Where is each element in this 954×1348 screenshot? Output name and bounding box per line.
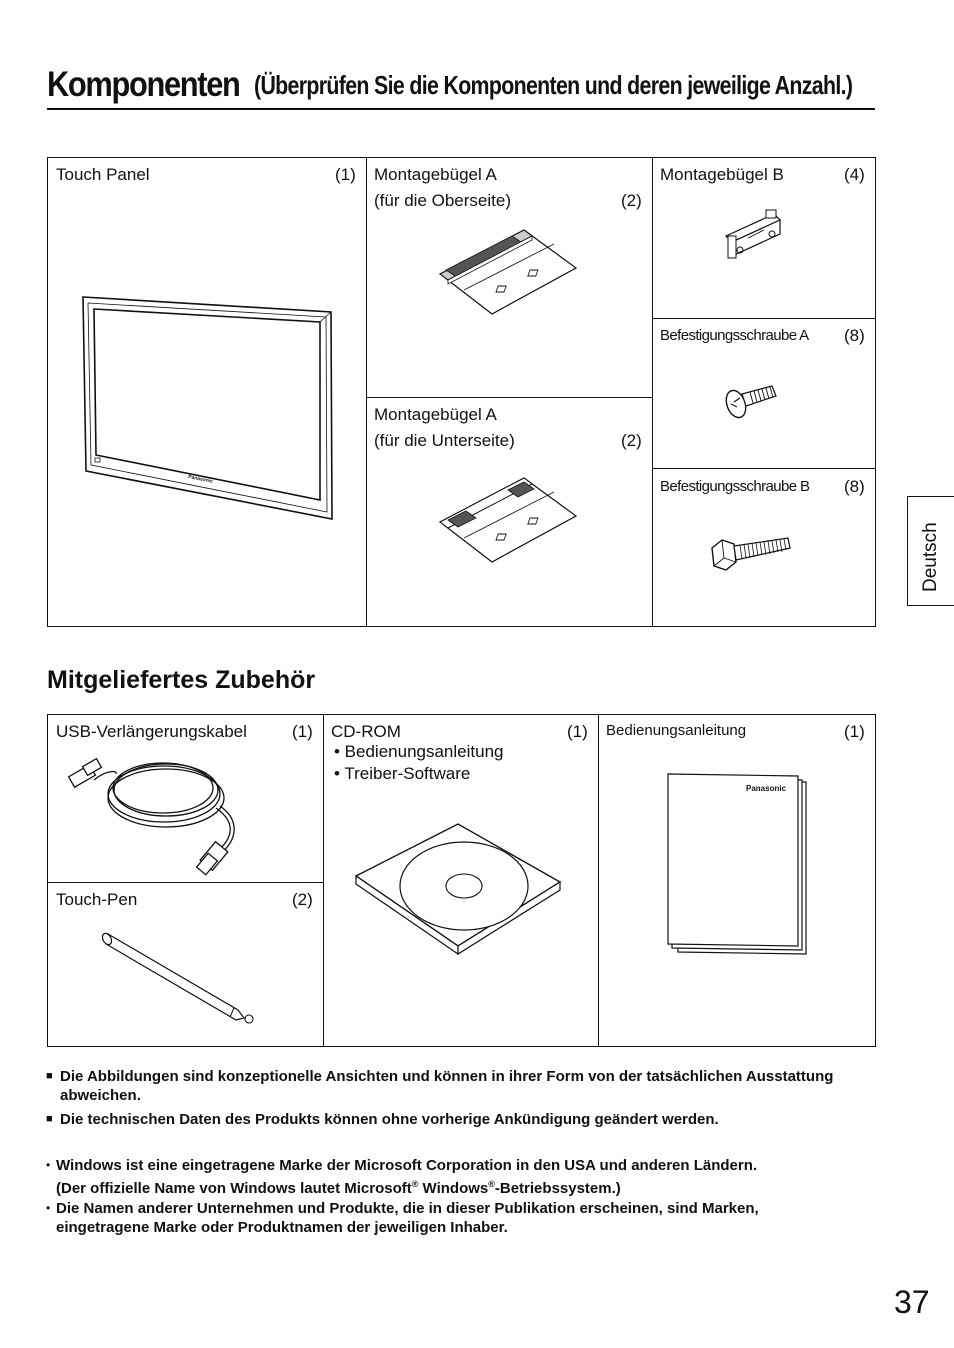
language-tab-label: Deutsch — [920, 522, 941, 592]
table-divider — [366, 157, 367, 627]
bracket-a-bottom-qty: (2) — [621, 431, 642, 450]
table-divider — [652, 468, 875, 469]
bracket-a-bottom-sub: (für die Unterseite) — [374, 431, 515, 450]
cdrom-label: CD-ROM — [331, 722, 401, 741]
trademark-text: (Der offizielle Name von Windows lautet Microsoft — [56, 1180, 412, 1197]
trademark-text: Die Namen anderer Unternehmen und Produkte, die in dieser Publikation erscheinen, sind Marken, eingetragene Marke oder Produktnamen der jeweiligen Inhaber. — [56, 1200, 759, 1236]
trademark-text: Windows — [418, 1180, 489, 1197]
touch-pen-illustration — [102, 922, 262, 1026]
cdrom-item: • Treiber-Software — [334, 764, 471, 783]
touch-pen-label: Touch-Pen — [56, 890, 138, 909]
bracket-a-bottom-illustration — [436, 474, 578, 566]
table-divider — [652, 157, 653, 627]
language-tab — [907, 496, 954, 606]
note-text: Die technischen Daten des Produkts können ohne vorherige Ankündigung geändert werden. — [60, 1111, 719, 1128]
bracket-b-qty: (4) — [844, 165, 865, 184]
trademark-item — [46, 1156, 866, 1198]
bullet-icon: • — [46, 1158, 51, 1172]
cdrom-illustration — [352, 820, 564, 958]
bracket-a-top-illustration — [436, 226, 578, 318]
square-bullet-icon: ■ — [46, 1113, 53, 1125]
manual-illustration — [666, 772, 812, 956]
manual-label: Bedienungsanleitung — [606, 722, 747, 739]
note-text: Die Abbildungen sind konzeptionelle Ansichten und können in ihrer Form von der tatsächlichen Ausstattung abweichen. — [60, 1068, 834, 1104]
trademark-line: Windows ist eine eingetragene Marke der Microsoft Corporation in den USA und anderen Ländern. — [56, 1157, 758, 1174]
usb-cable-qty: (1) — [292, 722, 313, 741]
touch-panel-illustration — [80, 295, 336, 521]
bracket-a-top-sub: (für die Oberseite) — [374, 191, 511, 210]
table-divider — [598, 714, 599, 1047]
accessories-heading: Mitgeliefertes Zubehör — [47, 666, 316, 694]
note-item — [46, 1110, 846, 1129]
table-divider — [47, 882, 323, 883]
bracket-a-top-qty: (2) — [621, 191, 642, 210]
bracket-a-bottom-label: Montagebügel A — [374, 405, 497, 424]
touch-panel-label: Touch Panel — [56, 165, 150, 184]
usb-cable-label: USB-Verlängerungskabel — [56, 722, 247, 741]
trademark-text: -Betriebssystem.) — [494, 1180, 621, 1197]
page-subtitle: (Überprüfen Sie die Komponenten und deren jeweilige Anzahl.) — [254, 70, 853, 100]
square-bullet-icon: ■ — [46, 1070, 53, 1082]
registered-mark: ® — [411, 1179, 419, 1189]
cdrom-item: • Bedienungsanleitung — [334, 742, 504, 761]
manual-brand: Panasonic — [746, 784, 787, 793]
touch-panel-qty: (1) — [335, 165, 356, 184]
bracket-b-illustration — [718, 208, 786, 266]
page-number: 37 — [894, 1284, 930, 1320]
screw-b-label: Befestigungsschraube B — [660, 478, 810, 495]
table-divider — [323, 714, 324, 1047]
trademark-line — [56, 1175, 866, 1198]
table-divider — [366, 397, 652, 398]
manual-qty: (1) — [844, 722, 865, 741]
screw-a-qty: (8) — [844, 326, 865, 345]
screw-b-qty: (8) — [844, 477, 865, 496]
table-divider — [652, 318, 875, 319]
cdrom-qty: (1) — [567, 722, 588, 741]
title-rule — [47, 108, 875, 110]
usb-cable-illustration — [66, 748, 242, 876]
brand-logo: Panasonic — [187, 474, 214, 485]
screw-b-illustration — [708, 532, 794, 582]
page-title: Komponenten — [47, 65, 240, 104]
trademark-item — [46, 1199, 856, 1237]
screw-a-illustration — [724, 380, 780, 428]
bracket-b-label: Montagebügel B — [660, 165, 784, 184]
touch-pen-qty: (2) — [292, 890, 313, 909]
bracket-a-top-label: Montagebügel A — [374, 165, 497, 184]
screw-a-label: Befestigungsschraube A — [660, 327, 809, 344]
note-item — [46, 1067, 846, 1105]
bullet-icon: • — [46, 1201, 51, 1215]
registered-mark: ® — [488, 1179, 495, 1189]
